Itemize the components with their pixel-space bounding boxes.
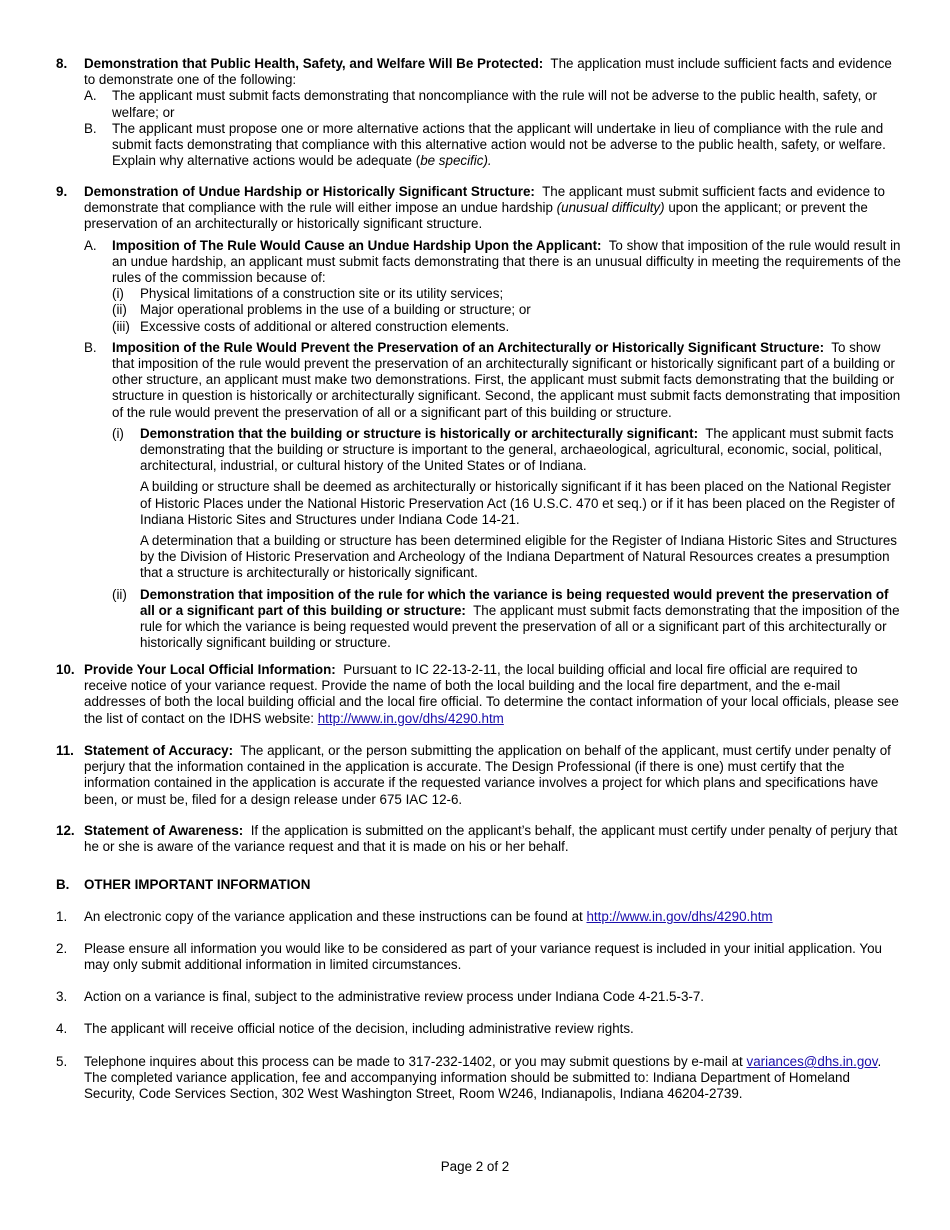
section-number: 8. <box>56 56 68 71</box>
subitem-heading: Imposition of The Rule Would Cause an Undue Hardship Upon the Applicant: <box>112 237 602 253</box>
variance-application-link[interactable]: http://www.in.gov/dhs/4290.htm <box>586 909 773 924</box>
subitem-a: A. Imposition of The Rule Would Cause an Undue Hardship Upon the Applicant: To show that imposition of the rule would result in an undue hardship, an applicant must submit facts demonstrating that there is an unusual difficulty in meeting the requirements of the rules of the commission because of: (i) Physical limitations of a construction site or its utility services; (ii) Major operational problems in the use of a building or structure; or (iii) Excessive costs of additional or altered construction elements. <box>84 237 901 334</box>
section-heading: Statement of Awareness: <box>84 823 244 838</box>
section-heading: Demonstration of Undue Hardship or Historically Significant Structure: <box>84 184 535 199</box>
section-title: OTHER IMPORTANT INFORMATION <box>84 877 311 892</box>
section-8-intro: Demonstration that Public Health, Safety, and Welfare Will Be Protected: The application must include sufficient facts and evidence to demonstrate one of the following: <box>84 56 892 88</box>
section-number: 10. <box>56 662 75 677</box>
list-item: (i) Demonstration that the building or structure is historically or architecturally significant: The applicant must submit facts demonstrating that the building or structure is important to the general, archaeological, agricultural, economic, social, political, architectural, industrial, or cultural history of the United States or of Indiana. A building or structure shall be deemed as architecturally or historically significant if it has been placed on the National Register of Historic Places under the National Historic Preservation Act (16 U.S.C. 470 et seq.) or if it has been placed on the Register of Indiana Historic Sites and Structures under Indiana Code 14-21. A determination that a building or structure has been determined eligible for the Register of Indiana Historic Sites and Structures by the Division of Historic Preservation and Archeology of the Indiana Department of Natural Resources creates a presumption that a structure is architecturally or historically significant. <box>112 425 897 581</box>
subitem-b: B. The applicant must propose one or more alternative actions that the applicant will undertake in lieu of compliance with the rule and submit facts demonstrating that compliance with this alternative action would not be adverse to the public health, safety, or welfare. Explain why alternative actions would be adequate (be specific). <box>84 120 886 169</box>
section-10: 10. Provide Your Local Official Information: Pursuant to IC 22-13-2-11, the local building official and local fire official are required to receive notice of your variance request. Provide the name of both the local building and the local fire department, and the e-mail addresses of both the local building official and the local fire official. To determine the contact information of your local officials, please see the list of contact on the IDHS website: http://www.in.gov/dhs/4290.htm <box>56 662 899 726</box>
section-8 <box>56 56 902 169</box>
email-link[interactable]: variances@dhs.in.gov <box>746 1054 878 1069</box>
section-number: 9. <box>56 184 68 199</box>
list-item: (i) Physical limitations of a construction site or its utility services; <box>112 286 504 302</box>
idhs-website-link[interactable]: http://www.in.gov/dhs/4290.htm <box>317 710 504 726</box>
list-item: (ii) Demonstration that imposition of the rule for which the variance is being requested would prevent the preservation of all or a significant part of this building or structure: The applicant must submit facts demonstrating that the imposition of the rule for which the variance is being requested would prevent the preservation of all or a significant part of this architecturally or historically significant building or structure. <box>112 586 900 651</box>
section-number: 12. <box>56 823 75 838</box>
section-b-heading: B. OTHER IMPORTANT INFORMATION <box>56 877 902 893</box>
subitem-b: B. Imposition of the Rule Would Prevent the Preservation of an Architecturally or Historically Significant Structure: To show that imposition of the rule would prevent the preservation of an architecturally significant or historically significant part of a building or other structure, an applicant must make two demonstrations. First, the applicant must submit facts demonstrating that the building or structure in question is historically or architecturally significant. Second, the applicant must submit facts demonstrating that imposition of the rule would prevent the preservation of all or a significant part of this building or structure. (i) Demonstration that the building or structure is historically or architecturally significant: The applicant must submit facts demonstrating that the building or structure is important to the general, archaeological, agricultural, economic, social, political, architectural, industrial, or cultural history of the United States or of Indiana. A building or structure shall be deemed as architecturally or historically significant if it has been placed on the National Register of Historic Places under the National Historic Preservation Act (16 U.S.C. 470 et seq.) or if it has been placed on the Register of Indiana Historic Sites and Structures under Indiana Code 14-21. A determination that a building or structure has been determined eligible for the Register of Indiana Historic Sites and Structures by the Division of Historic Preservation and Archeology of the Indiana Department of Natural Resources creates a presumption that a structure is architecturally or historically significant. (ii) Demonstration that imposition of the rule for which the variance is being requested would prevent the preservation of all or a significant part of this building or structure: The applicant must submit facts demonstrating that the imposition of the rule for which the variance is being requested would prevent the preservation of all or a significant part of this architecturally or historically significant building or structure. <box>84 339 901 651</box>
section-number: 11. <box>56 743 74 758</box>
list-item: (iii) Excessive costs of additional or altered construction elements. <box>112 318 510 334</box>
info-item-5: 5. Telephone inquires about this process can be made to 317-232-1402, or you may submit questions by e-mail at variances@dhs.in.gov. The completed variance application, fee and accompanying information should be submitted to: Indiana Department of Homeland Security, Code Services Section, 302 West Washington Street, Room W246, Indianapolis, Indiana 46204-2739. <box>56 1054 882 1102</box>
section-11: 11. Statement of Accuracy: The applicant, or the person submitting the application on behalf of the applicant, must certify under penalty of perjury that the information contained in the application is accurate. The Design Professional (if there is one) must certify that the information contained in the application is accurate if the requested variance involves a project for which plans and specifications have been, or must be, filed for a design release under 675 IAC 12-6. <box>56 743 891 807</box>
subitem-heading: Imposition of the Rule Would Prevent the Preservation of an Architecturally or Historically Significant Structure: <box>112 339 825 355</box>
list-item: (ii) Major operational problems in the use of a building or structure; or <box>112 302 531 318</box>
section-heading: Demonstration that Public Health, Safety, and Welfare Will Be Protected: <box>84 56 544 71</box>
section-9 <box>56 184 902 651</box>
page-number: Page 2 of 2 <box>440 1159 510 1174</box>
section-heading: Provide Your Local Official Information: <box>84 662 336 677</box>
info-item-1: 1. An electronic copy of the variance application and these instructions can be found at http://www.in.gov/dhs/4290.htm <box>56 909 773 924</box>
section-9-intro: Demonstration of Undue Hardship or Historically Significant Structure: The applicant must submit sufficient facts and evidence to demonstrate that compliance with the rule will either impose an undue hardship (unusual difficulty) upon the applicant; or prevent the preservation of an architecturally or historically significant structure. <box>84 184 885 232</box>
info-item-4: 4. The applicant will receive official notice of the decision, including administrative review rights. <box>56 1021 634 1036</box>
info-item-2: 2. Please ensure all information you would like to be considered as part of your variance request is included in your initial application. You may only submit additional information in limited circumstances. <box>56 941 882 973</box>
section-heading: Statement of Accuracy: <box>84 743 234 758</box>
info-item-3: 3. Action on a variance is final, subject to the administrative review process under Indiana Code 4-21.5-3-7. <box>56 989 705 1004</box>
section-12: 12. Statement of Awareness: If the application is submitted on the applicant’s behalf, the applicant must certify under penalty of perjury that he or she is aware of the variance request and that it is made on his or her behalf. <box>56 823 898 855</box>
subitem-a: A. The applicant must submit facts demonstrating that noncompliance with the rule will not be adverse to the public health, safety, or welfare; or <box>84 88 877 120</box>
